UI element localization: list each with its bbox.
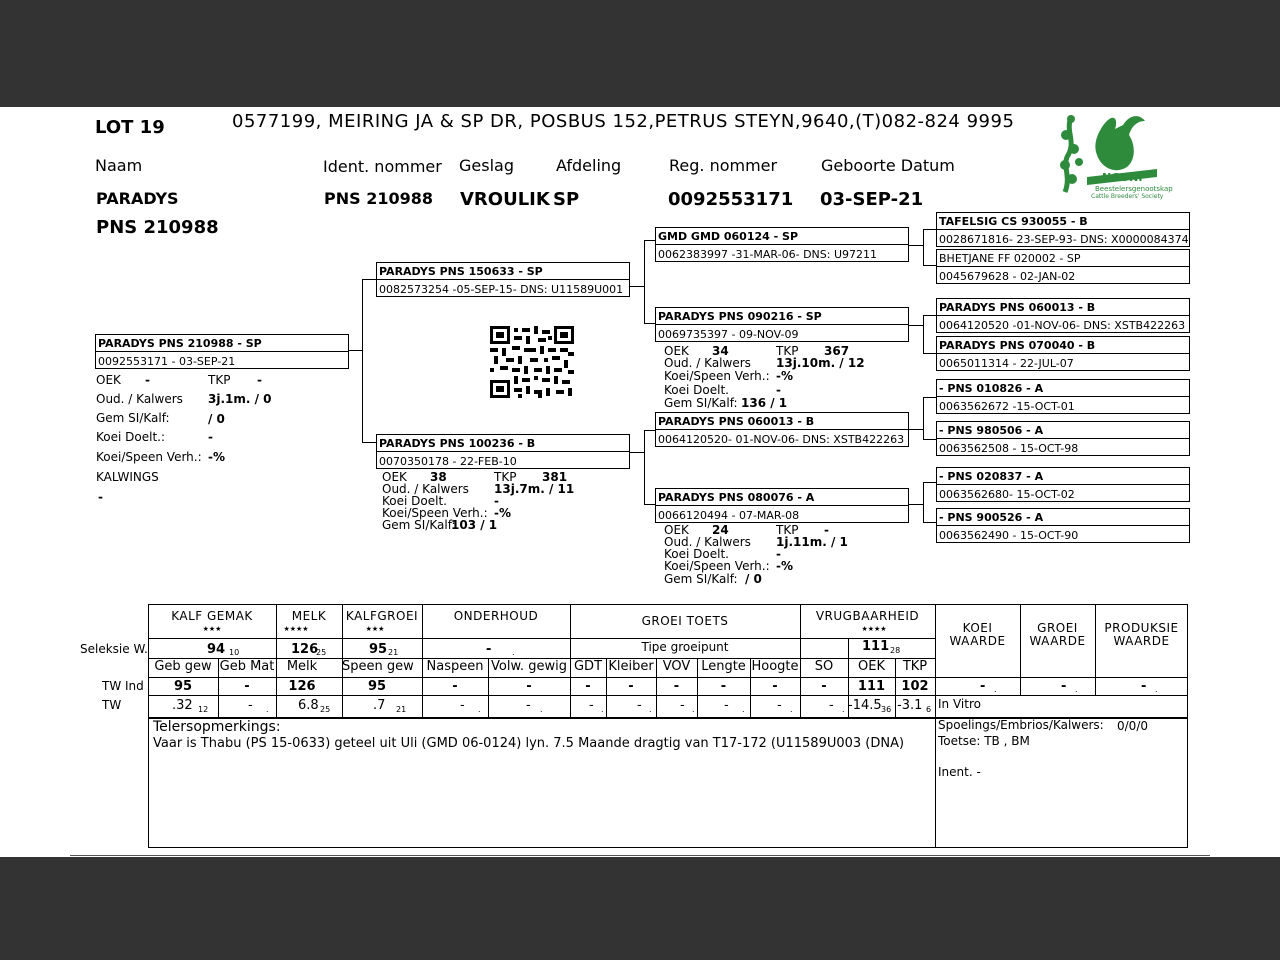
subject-sub: 0092553171 - 03-SEP-21 xyxy=(98,355,236,368)
twind-groei: - xyxy=(1061,679,1067,694)
ggp-box-6 xyxy=(936,421,1190,456)
dam-dam-gem-value: / 0 xyxy=(745,572,762,586)
lot-number: LOT 19 xyxy=(95,117,165,138)
twind-speen-gew: 95 xyxy=(367,679,387,694)
tw-tkp-n: 6 xyxy=(926,705,932,714)
sire-dam-speen-label: Koei/Speen Verh.: xyxy=(664,369,770,383)
logo-line2: Cattle Breeders' Society xyxy=(1091,193,1164,200)
subject-oek-value: - xyxy=(145,373,150,387)
dam-gem-label: Gem SI/Kalf: xyxy=(382,518,456,532)
ggp-sub-1: 0028671816- 23-SEP-93- DNS: X0000084374 xyxy=(939,233,1189,246)
tw-vov: - xyxy=(680,698,685,713)
row-label-twind: TW Ind xyxy=(102,679,144,693)
twind-prod-n: . xyxy=(1155,685,1158,694)
subject-speen-label: Koei/Speen Verh.: xyxy=(96,450,202,464)
seleksie-kalfgroei-n: 21 xyxy=(388,648,399,657)
dam-sire-sub: 0064120520- 01-NOV-06- DNS: XSTB422263 xyxy=(658,433,905,446)
tw-oek-n: 36 xyxy=(881,705,892,714)
dam-sub: 0070350178 - 22-FEB-10 xyxy=(379,455,517,468)
twind-so: - xyxy=(821,679,827,694)
twind-geb-gew: 95 xyxy=(173,679,193,694)
col-hoogte: Hoogte xyxy=(751,659,799,674)
ggp-title-1: TAFELSIG CS 930055 - B xyxy=(939,215,1088,228)
qr-code xyxy=(490,326,574,398)
stars-kalf: ★★★ xyxy=(202,625,222,633)
in-vitro-label: In Vitro xyxy=(938,697,981,711)
ggp-box-5 xyxy=(936,379,1190,414)
twind-prod: - xyxy=(1141,679,1147,694)
ggp-box-4 xyxy=(936,336,1190,371)
value-reg: 0092553171 xyxy=(668,189,794,210)
sire-sire-title: GMD GMD 060124 - SP xyxy=(658,230,799,243)
ggp-title-4: PARADYS PNS 070040 - B xyxy=(939,339,1096,352)
group-groeitoets: GROEI TOETS xyxy=(641,614,729,628)
dam-gem-value: 103 / 1 xyxy=(451,518,498,532)
row-label-seleksie: Seleksie W. xyxy=(80,642,148,656)
tw-lengte: - xyxy=(724,698,729,713)
group-groei-waarde: WAARDE xyxy=(1029,634,1086,648)
value-geslag: VROULIK xyxy=(460,189,550,210)
dam-doelt-label: Koei Doelt. xyxy=(382,494,447,508)
dam-oek-label: OEK xyxy=(382,470,407,484)
tw-speen-gew-n: 21 xyxy=(396,705,407,714)
twind-naspeen: - xyxy=(452,679,458,694)
col-naspeen: Naspeen xyxy=(426,659,484,674)
dam-dam-doelt-label: Koei Doelt. xyxy=(664,547,729,561)
twind-melk: 126 xyxy=(288,679,316,694)
subject-title: PARADYS PNS 210988 - SP xyxy=(98,337,262,350)
owner-line: 0577199, MEIRING JA & SP DR, POSBUS 152,PETRUS STEYN,9640,(T)082-824 9995 xyxy=(232,111,1015,132)
group-produksie: PRODUKSIE xyxy=(1104,621,1179,635)
twind-volw-gewig: - xyxy=(526,679,532,694)
label-reg: Reg. nommer xyxy=(669,156,778,175)
tw-oek: -14.5 xyxy=(848,698,882,713)
ggp-box-1 xyxy=(936,212,1190,247)
subject-box xyxy=(95,334,349,369)
ggp-title-3: PARADYS PNS 060013 - B xyxy=(939,301,1096,314)
subject-oud-value: 3j.1m. / 0 xyxy=(208,392,272,406)
dam-tkp-value: 381 xyxy=(542,470,568,484)
ggp-sub-3: 0064120520 -01-NOV-06- DNS: XSTB422263 xyxy=(939,319,1186,332)
value-geboorte: 03-SEP-21 xyxy=(820,189,924,210)
tw-tkp: -3.1 xyxy=(897,698,923,713)
seleksie-vrug: 111 xyxy=(862,639,890,654)
sire-dam-gem-label: Gem SI/Kalf: xyxy=(664,396,738,410)
seleksie-kalf-n: 10 xyxy=(229,648,240,657)
subject-tkp-label: TKP xyxy=(208,373,231,387)
ggp-box-8 xyxy=(936,508,1190,543)
sire-dam-doelt-value: - xyxy=(776,383,781,397)
sire-dam-tkp-label: TKP xyxy=(776,344,799,358)
spoelings-value: 0/0/0 xyxy=(1117,719,1148,733)
sire-dam-sub: 0069735397 - 09-NOV-09 xyxy=(658,328,799,341)
sire-box xyxy=(376,262,630,297)
tw-geb-mat: - xyxy=(248,698,253,713)
seleksie-kalf: 94 xyxy=(207,642,226,657)
dam-dam-oek-value: 24 xyxy=(712,523,729,537)
dam-oud-label: Oud. / Kalwers xyxy=(382,482,469,496)
tw-gdt-n: . xyxy=(601,705,604,714)
twind-kleiber: - xyxy=(628,679,634,694)
subject-tkp-value: - xyxy=(257,373,262,387)
twind-oek: 111 xyxy=(857,679,886,694)
stars-kalfgroei: ★★★ xyxy=(365,625,385,633)
subject-oud-label: Oud. / Kalwers xyxy=(96,392,183,406)
col-melk: Melk xyxy=(286,659,318,674)
inent-text: Inent. - xyxy=(938,765,981,779)
subject-speen-value: -% xyxy=(208,450,226,464)
col-geb-mat: Geb Mat xyxy=(219,659,275,674)
sire-dam-oek-label: OEK xyxy=(664,344,689,358)
ggp-box-3 xyxy=(936,298,1190,333)
seleksie-melk-n: 25 xyxy=(316,648,327,657)
col-so: SO xyxy=(814,659,834,674)
label-naam: Naam xyxy=(95,156,143,175)
dam-dam-tkp-value: - xyxy=(824,523,829,537)
value-ident: PNS 210988 xyxy=(324,189,434,208)
sire-sub: 0082573254 -05-SEP-15- DNS: U11589U001 xyxy=(379,283,624,296)
dam-oek-value: 38 xyxy=(430,470,447,484)
label-geslag: Geslag xyxy=(459,156,514,175)
sire-dam-speen-value: -% xyxy=(776,369,794,383)
twind-geb-mat: - xyxy=(244,679,250,694)
sire-title: PARADYS PNS 150633 - SP xyxy=(379,265,543,278)
seleksie-kalfgroei: 95 xyxy=(369,642,388,657)
sire-dam-gem-value: 136 / 1 xyxy=(741,396,788,410)
sire-dam-tkp-value: 367 xyxy=(824,344,850,358)
dam-dam-title: PARADYS PNS 080076 - A xyxy=(658,491,815,504)
col-oek: OEK xyxy=(858,659,885,674)
col-vov: VOV xyxy=(662,659,691,674)
col-geb-gew: Geb gew xyxy=(154,659,212,674)
nguni-logo-graphic xyxy=(1057,107,1177,202)
subject-doelt-value: - xyxy=(208,430,213,444)
col-speen-gew: Speen gew xyxy=(342,659,414,674)
row-label-tw: TW xyxy=(102,698,122,712)
dam-tkp-label: TKP xyxy=(494,470,517,484)
group-groei: GROEI xyxy=(1037,621,1078,635)
toetse-text: Toetse: TB , BM xyxy=(938,734,1030,748)
ggp-sub-7: 0063562680- 15-OCT-02 xyxy=(939,488,1075,501)
twind-koei-n: . xyxy=(994,685,997,694)
dam-dam-speen-value: -% xyxy=(776,559,794,573)
group-melk: MELK xyxy=(291,609,327,623)
label-ident: Ident. nommer xyxy=(323,157,442,176)
tw-so: - xyxy=(829,698,834,713)
dam-dam-gem-label: Gem SI/Kalf: xyxy=(664,572,738,586)
group-onderhoud: ONDERHOUD xyxy=(453,609,539,623)
col-volw-gewig: Volw. gewig xyxy=(491,659,567,674)
document-page xyxy=(0,107,1280,857)
twind-hoogte: - xyxy=(772,679,778,694)
stars-vrugbaarheid: ★★★★ xyxy=(861,625,887,633)
twind-vov: - xyxy=(673,679,680,694)
subject-kalwings-label: KALWINGS xyxy=(96,470,159,484)
tw-volw-gewig: - xyxy=(526,698,531,713)
sire-dam-oud-label: Oud. / Kalwers xyxy=(664,356,751,370)
group-kalfgroei: KALFGROEI xyxy=(345,609,419,623)
subject-kalwings-value: - xyxy=(98,490,103,504)
ggp-title-7: - PNS 020837 - A xyxy=(939,470,1044,483)
tw-gdt: - xyxy=(589,698,594,713)
twind-koei: - xyxy=(980,679,986,694)
seleksie-onderhoud: - xyxy=(486,642,492,657)
ggp-title-8: - PNS 900526 - A xyxy=(939,511,1044,524)
tw-naspeen: - xyxy=(460,698,465,713)
group-koei: KOEI xyxy=(962,621,993,635)
ggp-sub-5: 0063562672 -15-OCT-01 xyxy=(939,400,1075,413)
subject-gem-label: Gem SI/Kalf: xyxy=(96,411,170,425)
dam-dam-tkp-label: TKP xyxy=(776,523,799,537)
subject-doelt-label: Koei Doelt.: xyxy=(96,430,166,444)
ggp-title-2: BHETJANE FF 020002 - SP xyxy=(939,252,1081,265)
logo-name: NGUNI xyxy=(1102,171,1143,184)
dam-dam-box xyxy=(655,488,909,523)
col-gdt: GDT xyxy=(573,659,603,674)
tw-volw-gewig-n: . xyxy=(540,705,543,714)
tw-melk: 6.8 xyxy=(298,698,319,713)
tw-speen-gew: .7 xyxy=(373,698,386,713)
dam-dam-speen-label: Koei/Speen Verh.: xyxy=(664,559,770,573)
value-naam: PARADYS xyxy=(96,189,179,208)
value-afdeling: SP xyxy=(553,189,580,210)
dam-title: PARADYS PNS 100236 - B xyxy=(379,437,536,450)
sire-dam-oek-value: 34 xyxy=(712,344,729,358)
subject-oek-label: OEK xyxy=(96,373,121,387)
seleksie-vrug-n: 28 xyxy=(890,646,901,655)
tw-geb-mat-n: . xyxy=(266,705,269,714)
tw-hoogte-n: . xyxy=(790,705,793,714)
ggp-sub-4: 0065011314 - 22-JUL-07 xyxy=(939,357,1074,370)
nguni-logo xyxy=(1057,107,1177,202)
twind-lengte: - xyxy=(720,679,727,694)
tw-lengte-n: . xyxy=(742,705,745,714)
twind-gdt: - xyxy=(585,679,591,694)
sire-dam-title: PARADYS PNS 090216 - SP xyxy=(658,310,822,323)
group-koei-waarde: WAARDE xyxy=(949,634,1006,648)
tw-kleiber: - xyxy=(637,698,642,713)
col-kleiber: Kleiber xyxy=(608,659,654,674)
subject-gem-value: / 0 xyxy=(208,412,225,426)
spoelings-label: Spoelings/Embrios/Kalwers: xyxy=(938,718,1104,732)
twind-tkp: 102 xyxy=(901,679,929,694)
twind-groei-n: . xyxy=(1075,685,1078,694)
label-geboorte: Geboorte Datum xyxy=(821,156,955,175)
tw-geb-gew-n: 12 xyxy=(198,705,209,714)
dam-speen-value: -% xyxy=(494,506,512,520)
ggp-title-5: - PNS 010826 - A xyxy=(939,382,1044,395)
dam-dam-oud-label: Oud. / Kalwers xyxy=(664,535,751,549)
tipe-groeipunt: Tipe groeipunt xyxy=(641,640,729,654)
tw-melk-n: 25 xyxy=(320,705,331,714)
group-vrugbaarheid: VRUGBAARHEID xyxy=(815,609,920,623)
col-lengte: Lengte xyxy=(701,659,746,674)
sire-sire-box xyxy=(655,227,909,262)
tw-naspeen-n: . xyxy=(478,705,481,714)
sire-dam-doelt-label: Koei Doelt. xyxy=(664,383,729,397)
group-produksie-waarde: WAARDE xyxy=(1113,634,1170,648)
sire-dam-box xyxy=(655,307,909,342)
col-tkp: TKP xyxy=(902,659,928,674)
tw-kleiber-n: . xyxy=(649,705,652,714)
dam-dam-oud-value: 1j.11m. / 1 xyxy=(776,535,848,549)
tw-hoogte: - xyxy=(777,698,782,713)
ggp-box-2 xyxy=(936,249,1190,284)
dam-box xyxy=(376,434,630,469)
ggp-box-7 xyxy=(936,467,1190,502)
dam-oud-value: 13j.7m. / 11 xyxy=(494,482,575,496)
seleksie-onderhoud-n: . xyxy=(512,648,515,657)
tw-geb-gew: .32 xyxy=(172,698,193,713)
sire-dam-oud-value: 13j.10m. / 12 xyxy=(776,356,865,370)
ggp-sub-2: 0045679628 - 02-JAN-02 xyxy=(939,270,1076,283)
group-kalf-gemak: KALF GEMAK xyxy=(171,609,253,623)
dam-dam-doelt-value: - xyxy=(776,547,781,561)
dam-dam-sub: 0066120494 - 07-MAR-08 xyxy=(658,509,800,522)
dam-speen-label: Koei/Speen Verh.: xyxy=(382,506,488,520)
value-naam2: PNS 210988 xyxy=(96,217,219,238)
dam-dam-oek-label: OEK xyxy=(664,523,689,537)
dam-doelt-value: - xyxy=(494,494,499,508)
tw-so-n: . xyxy=(842,705,845,714)
logo-line1: Beestelersgenootskap xyxy=(1095,185,1173,193)
label-afdeling: Afdeling xyxy=(556,156,622,175)
remarks-label: Telersopmerkings: xyxy=(153,719,281,735)
remarks-text: Vaar is Thabu (PS 15-0633) geteel uit Uli (GMD 06-0124) lyn. 7.5 Maande dragtig van T17-172 (U11589U003 (DNA) xyxy=(153,736,905,751)
ggp-title-6: - PNS 980506 - A xyxy=(939,424,1044,437)
dam-sire-title: PARADYS PNS 060013 - B xyxy=(658,415,815,428)
dam-sire-box xyxy=(655,412,909,447)
stars-melk: ★★★★ xyxy=(283,625,309,633)
sire-sire-sub: 0062383997 -31-MAR-06- DNS: U97211 xyxy=(658,248,877,261)
ggp-sub-6: 0063562508 - 15-OCT-98 xyxy=(939,442,1079,455)
tw-vov-n: . xyxy=(692,705,695,714)
ggp-sub-8: 0063562490 - 15-OCT-90 xyxy=(939,529,1079,542)
seleksie-melk: 126 xyxy=(291,642,319,657)
